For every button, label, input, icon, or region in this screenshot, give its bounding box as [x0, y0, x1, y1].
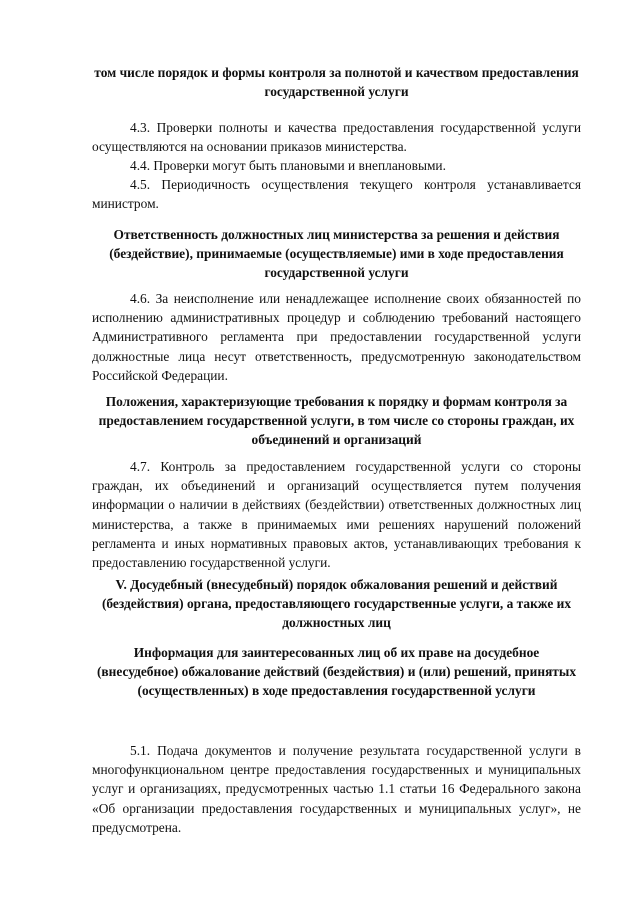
paragraph-4-4: 4.4. Проверки могут быть плановыми и внеплановыми. — [130, 158, 446, 173]
paragraph-5-1: 5.1. Подача документов и получение результата государственной услуги в многофункциональном центре предоставления государственных и муниципальных услуг и организациях, предусмотренных частью 1.1 статьи 16 Федерального закона «Об организации предоставления государственных и муниципальных услуг», не предусмотрена. — [92, 743, 581, 835]
section-5-subheading: Информация для заинтересованных лиц об их праве на досудебное (внесудебное) обжалование действий (бездействия) и (или) решений, принятых (осуществленных) в ходе предоставления государственной услуги — [96, 645, 577, 698]
paragraph-4-6: 4.6. За неисполнение или ненадлежащее исполнение своих обязанностей по исполнению административных процедур и соблюдению требований настоящего Административного регламента при предоставлении государственной услуги должностные лица несут ответственность, предусмотренную законодательством Российской Федерации. — [92, 291, 581, 383]
paragraph-4-3: 4.3. Проверки полноты и качества предоставления государственной услуги осуществляются на основании приказов министерства. — [92, 120, 581, 155]
heading-control-provisions: Положения, характеризующие требования к порядку и формам контроля за предоставлением государственной услуги, в том числе со стороны граждан, их объединений и организаций — [98, 394, 575, 447]
heading-responsibility: Ответственность должностных лиц министерства за решения и действия (бездействие), принимаемые (осуществляемые) ими в ходе предоставления государственной услуги — [109, 227, 564, 280]
paragraph-4-7: 4.7. Контроль за предоставлением государственной услуги со стороны граждан, их объединений и организаций осуществляется путем получения информации о наличии в действиях (бездействии) ответственных должностных лиц министерства, а также в принимаемых ими решениях нарушений положений регламента и иных нормативных правовых актов, устанавливающих требования к предоставлению государственной услуги. — [92, 459, 581, 571]
section-5-heading: V. Досудебный (внесудебный) порядок обжалования решений и действий (бездействия) органа, предоставляющего государственные услуги, а также их должностных лиц — [101, 577, 572, 630]
section-heading-continuation: том числе порядок и формы контроля за полнотой и качеством предоставления государственной услуги — [94, 65, 579, 99]
paragraph-4-5: 4.5. Периодичность осуществления текущего контроля устанавливается министром. — [92, 177, 581, 212]
